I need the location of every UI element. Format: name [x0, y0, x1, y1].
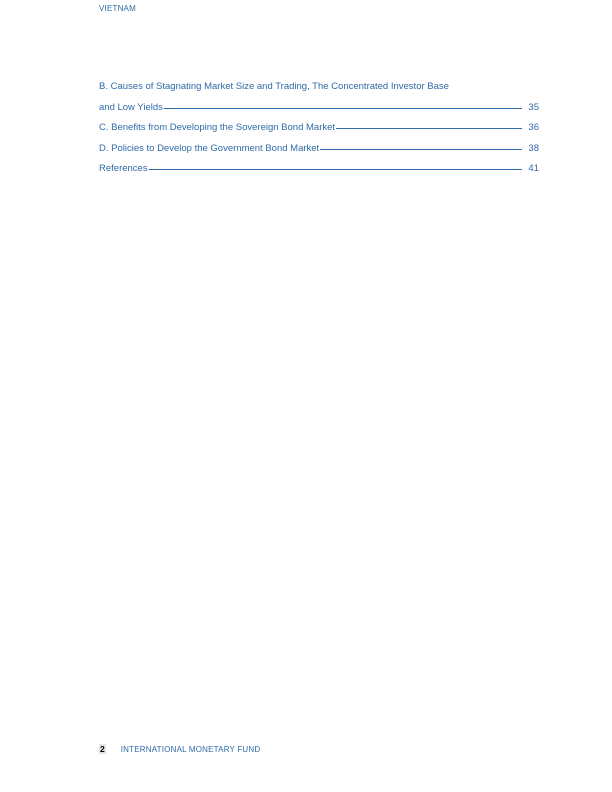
- toc-entry-text[interactable]: B. Causes of Stagnating Market Size and Trading, The Concentrated Investor Base: [99, 81, 449, 92]
- toc-entry-b-second-line[interactable]: [99, 98, 539, 119]
- toc-entry-text[interactable]: References: [99, 163, 148, 174]
- table-of-contents: [99, 77, 539, 180]
- toc-entry-text[interactable]: D. Policies to Develop the Government Bond Market: [99, 142, 320, 154]
- page-footer: [99, 744, 260, 754]
- toc-entry-d[interactable]: [99, 139, 539, 160]
- toc-page-number[interactable]: 41: [528, 163, 539, 174]
- toc-entry-references[interactable]: [99, 159, 539, 180]
- footer-organization: INTERNATIONAL MONETARY FUND: [120, 744, 261, 754]
- toc-entry-text[interactable]: and Low Yields: [99, 101, 163, 113]
- toc-leader-line: [320, 149, 522, 150]
- toc-leader-line: [336, 128, 522, 129]
- page-number: 2: [100, 744, 105, 754]
- toc-entry-text[interactable]: C. Benefits from Developing the Sovereign Bond Market: [99, 122, 336, 133]
- toc-leader-line: [149, 169, 522, 170]
- running-header: VIETNAM: [99, 4, 136, 13]
- toc-page-number[interactable]: 35: [528, 101, 539, 113]
- toc-leader-line: [164, 108, 522, 109]
- toc-page-number[interactable]: 36: [528, 122, 539, 133]
- toc-entry-c[interactable]: [99, 118, 539, 139]
- toc-page-number[interactable]: 38: [528, 142, 539, 154]
- toc-entry-b-first-line[interactable]: [99, 77, 539, 98]
